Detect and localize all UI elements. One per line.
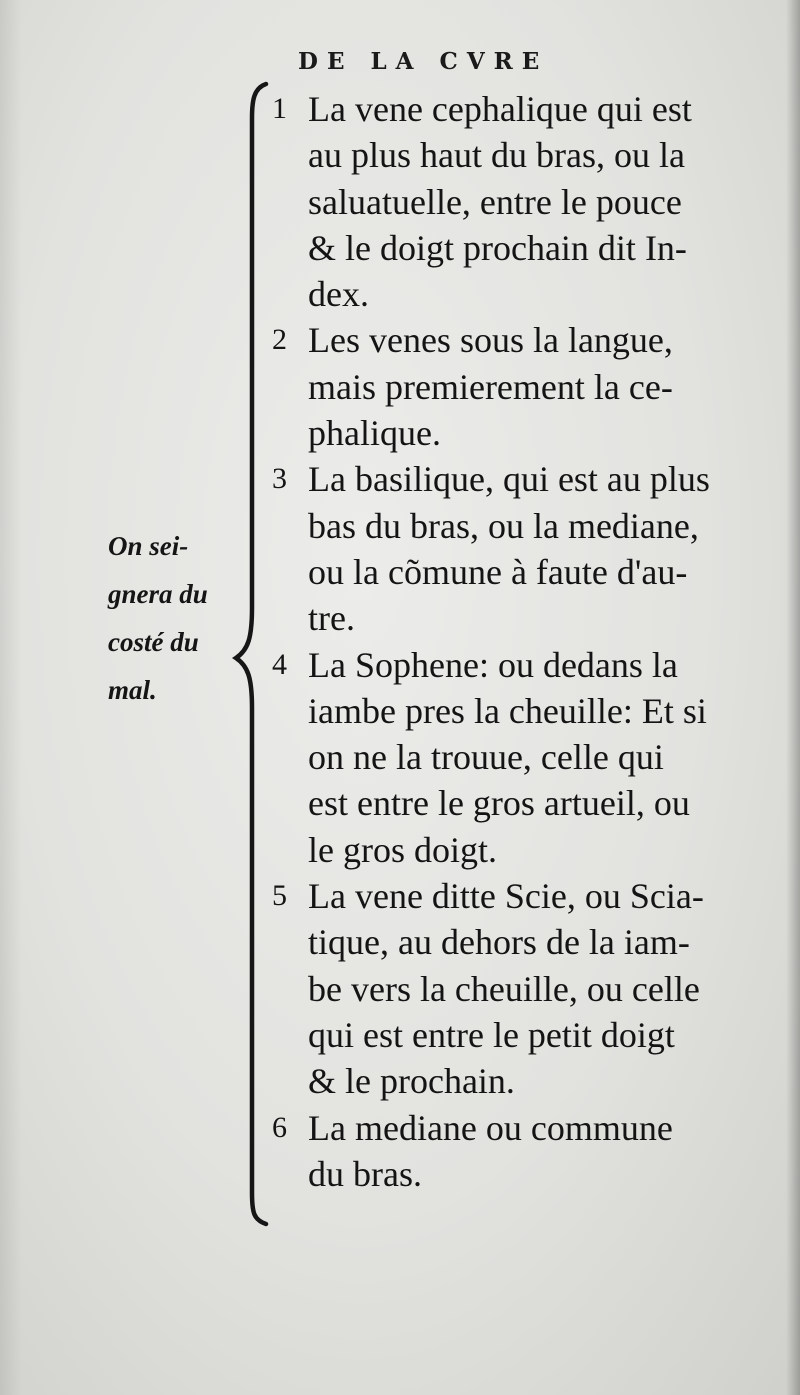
entry-text [308,86,772,317]
entry-line: saluatuelle, entre le pouce [308,181,682,222]
list-item [272,86,772,317]
entry-line: on ne la trouue, celle qui [308,737,664,778]
entry-line: mais premierement la ce- [308,366,673,407]
margin-note-line: mal. [108,675,157,705]
entry-line: La mediane ou commune [308,1107,673,1148]
entry-line: dex. [308,274,369,315]
entry-line: La vene cephalique qui est [308,89,692,129]
entry-text [308,1105,772,1198]
entry-number: 2 [272,323,287,357]
margin-note-line: On sei- [108,531,189,561]
entry-line: est entre le gros artueil, ou [308,783,690,824]
entry-text [308,456,772,641]
entry-number: 3 [272,462,287,496]
entry-line: le gros doigt. [308,829,497,870]
entry-line: La basilique, qui est au plus [308,459,710,500]
entry-line: Les venes sous la langue, [308,320,673,361]
list-item [272,317,772,456]
page-gutter-shadow [0,0,22,1395]
entry-text [308,642,772,873]
margin-note-line: costé du [108,627,199,657]
entry-text [308,317,772,456]
entry-line: & le prochain. [308,1061,515,1102]
entry-line: La Sophene: ou dedans la [308,644,678,685]
entry-text [308,873,772,1104]
running-head: DE LA CVRE [298,48,549,75]
list-item [272,873,772,1104]
list-item [272,1105,772,1198]
entry-number: 5 [272,879,287,913]
entry-number: 1 [272,92,287,125]
entry-line: au plus haut du bras, ou la [308,135,685,176]
entry-line: & le doigt prochain dit In- [308,227,687,268]
entry-line: La vene ditte Scie, ou Scia- [308,876,704,917]
entry-number: 6 [272,1110,287,1144]
entry-line: be vers la cheuille, ou celle [308,968,700,1009]
entry-line: bas du bras, ou la mediane, [308,505,699,546]
entry-line: tre. [308,598,355,639]
entry-line: du bras. [308,1153,422,1194]
remedy-list [272,86,772,1197]
entry-line: qui est entre le petit doigt [308,1014,675,1055]
page-edge-shadow [786,0,800,1395]
list-item [272,456,772,641]
list-item [272,642,772,873]
margin-note-line: gnera du [108,579,208,609]
entry-line: tique, au dehors de la iam- [308,922,690,963]
entry-number: 4 [272,647,287,681]
entry-line: iambe pres la cheuille: Et si [308,690,707,731]
entry-line: ou la cõmune à faute d'au- [308,551,688,592]
margin-note [108,522,233,714]
entry-line: phalique. [308,413,441,454]
